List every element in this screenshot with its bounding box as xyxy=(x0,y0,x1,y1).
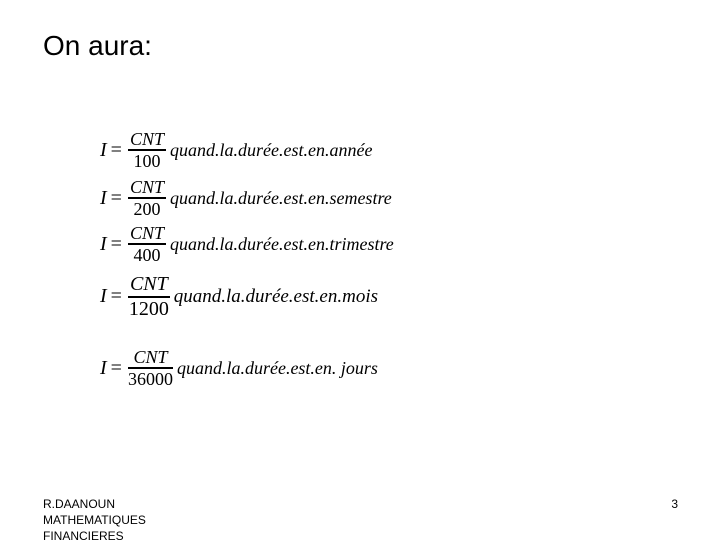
formula-condition: quand.la.durée.est.en. jours xyxy=(176,357,378,378)
formula-jours xyxy=(100,348,378,389)
formula-condition: quand.la.durée.est.en.semestre xyxy=(169,187,392,208)
formula-lhs: I xyxy=(100,186,107,209)
footer-author: R.DAANOUN xyxy=(43,497,116,511)
formula-lhs: I xyxy=(100,356,107,379)
numerator: CNT xyxy=(133,347,168,367)
footer-course-line1: MATHEMATIQUES xyxy=(43,513,146,527)
equals-sign: = xyxy=(110,232,122,255)
numerator: CNT xyxy=(129,223,164,243)
footer-course-line2: FINANCIERES xyxy=(43,529,124,543)
denominator: 1200 xyxy=(128,297,169,320)
equals-sign: = xyxy=(110,356,122,379)
fraction xyxy=(128,130,166,171)
fraction xyxy=(128,178,166,219)
denominator: 100 xyxy=(133,150,161,171)
equals-sign: = xyxy=(110,285,122,308)
footer-author-course xyxy=(43,496,183,544)
denominator: 200 xyxy=(133,198,161,219)
formula-condition: quand.la.durée.est.en.trimestre xyxy=(169,233,394,254)
equals-sign: = xyxy=(110,138,122,161)
denominator: 400 xyxy=(133,244,161,265)
denominator: 36000 xyxy=(127,368,173,389)
page-number: 3 xyxy=(671,497,678,511)
slide-title: On aura: xyxy=(43,30,152,61)
formula-trimestre xyxy=(100,224,394,265)
fraction xyxy=(128,224,166,265)
formula-condition: quand.la.durée.est.en.année xyxy=(169,139,373,160)
numerator: CNT xyxy=(129,129,164,149)
formula-lhs: I xyxy=(100,138,107,161)
fraction xyxy=(128,274,170,320)
numerator: CNT xyxy=(129,177,164,197)
numerator: CNT xyxy=(129,273,168,295)
fraction xyxy=(128,348,173,389)
formula-lhs: I xyxy=(100,285,107,308)
formula-semestre xyxy=(100,178,392,219)
formula-condition: quand.la.durée.est.en.mois xyxy=(173,285,378,307)
formula-annee xyxy=(100,130,372,171)
equals-sign: = xyxy=(110,186,122,209)
formula-mois xyxy=(100,274,378,320)
formula-lhs: I xyxy=(100,232,107,255)
